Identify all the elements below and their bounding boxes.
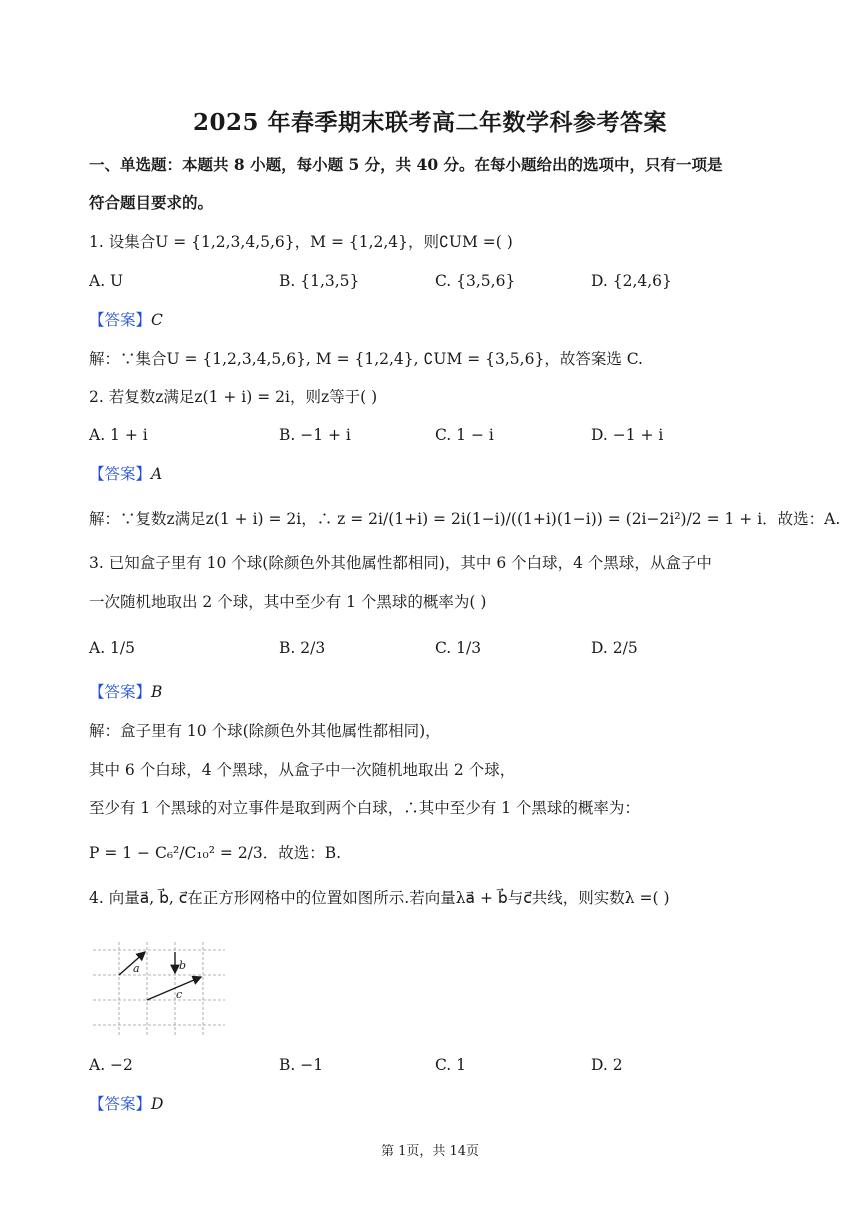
answer-label: 【答案】: [89, 311, 152, 329]
vector-a-label: a: [133, 962, 140, 975]
q1-option-c: C. {3,5,6}: [435, 272, 516, 290]
question-1-stem: 1. 设集合U = {1,2,3,4,5,6}，M = {1,2,4}，则∁UM =( ): [89, 233, 513, 251]
q3-solution-line2: 其中 6 个白球，4 个黑球，从盒子中一次随机地取出 2 个球，: [89, 761, 516, 779]
vector-c-label: c: [176, 988, 183, 1001]
q3-solution-line1: 解：盒子里有 10 个球(除颜色外其他属性都相同)，: [89, 722, 441, 740]
q1-option-a: A. U: [89, 272, 124, 290]
q3-solution-line3: 至少有 1 个黑球的对立事件是取到两个白球，∴其中至少有 1 个黑球的概率为：: [89, 799, 640, 817]
question-3-stem-line2: 一次随机地取出 2 个球，其中至少有 1 个黑球的概率为( ): [89, 593, 487, 611]
q4-option-c: C. 1: [435, 1056, 467, 1074]
q3-option-c: C. 1/3: [435, 639, 482, 657]
q4-answer: [89, 1093, 163, 1115]
question-2-stem: 2. 若复数z满足z(1 + i) = 2i，则z等于( ): [89, 388, 378, 406]
answer-value: B: [151, 683, 163, 701]
q4-option-a: A. −2: [89, 1056, 133, 1074]
page-footer: 第 1页，共 14页: [380, 1144, 480, 1159]
grid-lines: [93, 942, 225, 1036]
q2-answer: [89, 463, 162, 485]
vector-c-arrow: [147, 977, 201, 1000]
q4-option-b: B. −1: [279, 1056, 324, 1074]
q1-solution: 解：∵集合U = {1,2,3,4,5,6}, M = {1,2,4}, ∁UM = {3,5,6}，故答案选 C.: [89, 350, 643, 368]
q2-option-a: A. 1 + i: [89, 426, 148, 444]
question-3-stem-line1: 3. 已知盒子里有 10 个球(除颜色外其他属性都相同)，其中 6 个白球，4 个黑球，从盒子中: [89, 554, 712, 572]
vector-a-arrow: [119, 952, 145, 975]
q3-option-a: A. 1/5: [89, 639, 135, 657]
q2-option-c: C. 1 − i: [435, 426, 494, 444]
q1-answer: [89, 309, 163, 331]
answer-label: 【答案】: [89, 683, 152, 701]
answer-value: D: [151, 1095, 164, 1113]
q3-option-d: D. 2/5: [591, 639, 638, 657]
section-heading-line2: 符合题目要求的。: [89, 193, 214, 212]
answer-label: 【答案】: [89, 465, 152, 483]
question-4-stem: 4. 向量a⃗, b⃗, c⃗在正方形网格中的位置如图所示.若向量λa⃗ + b⃗与c⃗共线，则实数λ =( ): [89, 889, 670, 907]
q2-option-b: B. −1 + i: [279, 426, 351, 444]
answer-value: A: [151, 465, 163, 483]
page-title: 2025 年春季期末联考高二年数学科参考答案: [192, 109, 668, 136]
q3-option-b: B. 2/3: [279, 639, 326, 657]
q3-answer: [89, 681, 162, 703]
q2-solution: 解：∵复数z满足z(1 + i) = 2i，∴ z = 2i/(1+i) = 2i(1−i)/((1+i)(1−i)) = (2i−2i²)/2 = 1 + i．故选：A.: [89, 510, 841, 528]
q4-option-d: D. 2: [591, 1056, 623, 1074]
section-heading-line1: 一、单选题：本题共 8 小题，每小题 5 分，共 40 分。在每小题给出的选项中，只有一项是: [89, 155, 723, 174]
vector-b-label: b: [179, 959, 187, 972]
q1-option-b: B. {1,3,5}: [279, 272, 360, 290]
answer-value: C: [151, 311, 163, 329]
q1-option-d: D. {2,4,6}: [591, 272, 672, 290]
answer-label: 【答案】: [89, 1095, 152, 1113]
q3-solution-line4: P = 1 − C₆²/C₁₀² = 2/3．故选：B.: [89, 844, 342, 862]
q2-option-d: D. −1 + i: [591, 426, 664, 444]
vector-grid-figure: [89, 942, 229, 1038]
